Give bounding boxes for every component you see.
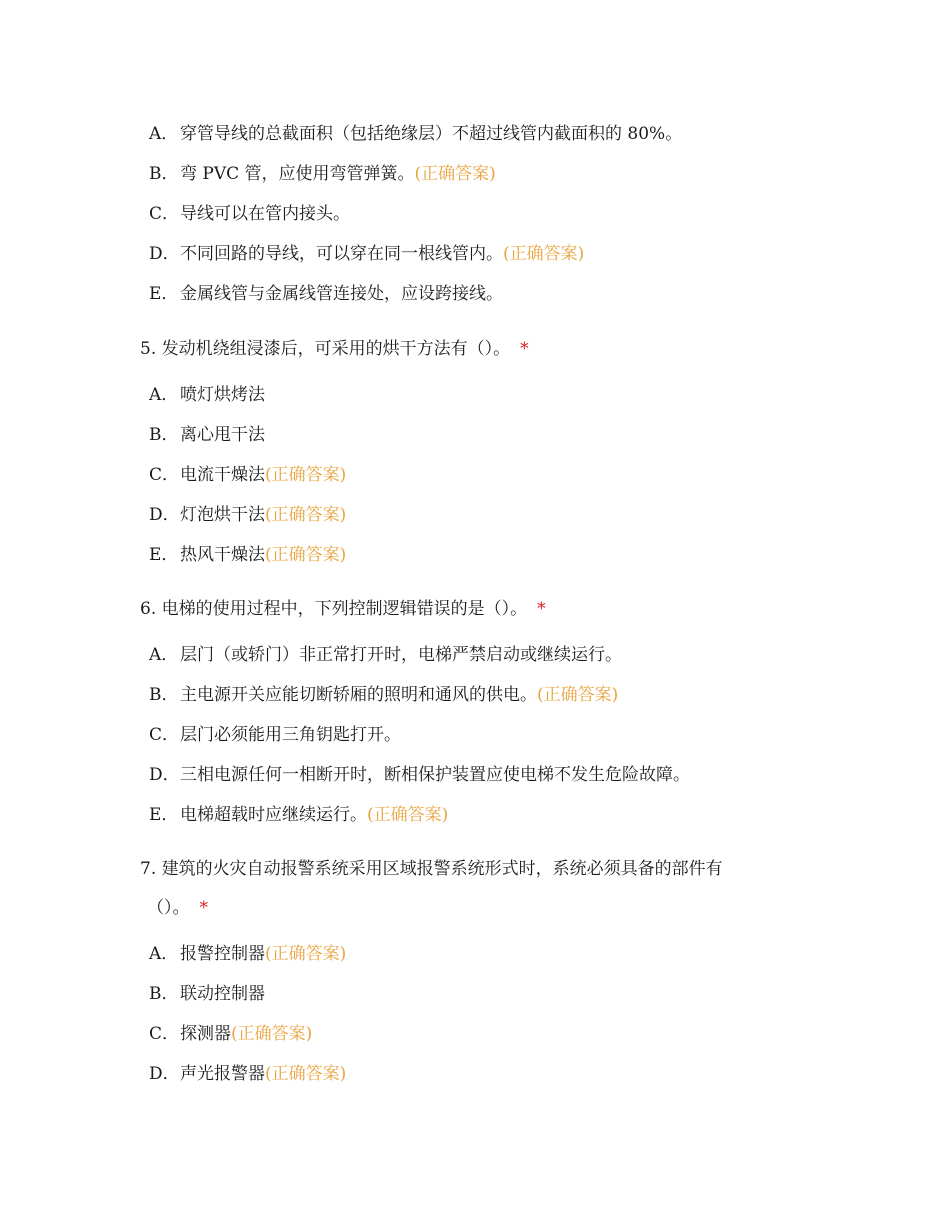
- option-text: 联动控制器: [180, 984, 265, 1004]
- question-text: 7. 建筑的火灾自动报警系统采用区域报警系统形式时，系统必须具备的部件有: [140, 859, 723, 879]
- q5-option-a: [149, 383, 265, 407]
- option-text: 灯泡烘干法: [180, 505, 265, 525]
- option-letter: D．: [149, 505, 180, 525]
- option-letter: C．: [149, 1024, 180, 1044]
- option-text: 声光报警器: [180, 1064, 265, 1084]
- option-letter: C．: [149, 204, 180, 224]
- correct-answer-tag: (正确答案): [367, 805, 449, 825]
- q5-title: [140, 337, 529, 361]
- option-letter: E．: [149, 545, 179, 565]
- required-mark: *: [520, 339, 529, 359]
- option-letter: B．: [149, 425, 179, 445]
- q4-option-d: [149, 242, 584, 266]
- option-text: 导线可以在管内接头。: [180, 204, 350, 224]
- correct-answer-tag: (正确答案): [265, 1064, 347, 1084]
- option-text: 主电源开关应能切断轿厢的照明和通风的供电。: [180, 685, 537, 705]
- option-text: 喷灯烘烤法: [180, 385, 265, 405]
- required-mark: *: [199, 898, 208, 918]
- question-text: 6. 电梯的使用过程中，下列控制逻辑错误的是（）。: [140, 599, 528, 619]
- option-text: 离心甩干法: [180, 425, 265, 445]
- option-letter: B．: [149, 984, 179, 1004]
- q7-title-line2: [147, 896, 208, 920]
- option-letter: E．: [149, 284, 179, 304]
- option-text: 热风干燥法: [180, 545, 265, 565]
- correct-answer-tag: (正确答案): [537, 685, 619, 705]
- option-letter: A．: [149, 385, 179, 405]
- q4-option-b: [149, 162, 496, 186]
- q6-option-e: [149, 803, 448, 827]
- option-text: 不同回路的导线，可以穿在同一根线管内。: [180, 244, 503, 264]
- option-letter: C．: [149, 725, 180, 745]
- option-letter: B．: [149, 685, 179, 705]
- q4-option-a: [149, 122, 682, 146]
- q6-title: [140, 597, 546, 621]
- q6-option-b: [149, 683, 618, 707]
- q7-option-c: [149, 1022, 312, 1046]
- correct-answer-tag: (正确答案): [503, 244, 585, 264]
- q5-option-c: [149, 463, 346, 487]
- option-letter: D．: [149, 1064, 180, 1084]
- q4-option-c: [149, 202, 350, 226]
- q6-option-d: [149, 763, 690, 787]
- option-text: 金属线管与金属线管连接处，应设跨接线。: [180, 284, 503, 304]
- required-mark: *: [537, 599, 546, 619]
- q7-title-line1: [140, 857, 723, 881]
- correct-answer-tag: (正确答案): [265, 545, 347, 565]
- q5-option-b: [149, 423, 265, 447]
- option-letter: A．: [149, 124, 179, 144]
- correct-answer-tag: (正确答案): [265, 944, 347, 964]
- correct-answer-tag: (正确答案): [265, 465, 347, 485]
- option-letter: A．: [149, 645, 179, 665]
- correct-answer-tag: (正确答案): [265, 505, 347, 525]
- option-text: 层门必须能用三角钥匙打开。: [180, 725, 401, 745]
- option-text: 层门（或轿门）非正常打开时，电梯严禁启动或继续运行。: [180, 645, 622, 665]
- option-letter: B．: [149, 164, 179, 184]
- option-text: 电梯超载时应继续运行。: [180, 805, 367, 825]
- option-text: 穿管导线的总截面积（包括绝缘层）不超过线管内截面积的 80%。: [180, 124, 683, 144]
- q5-option-e: [149, 543, 346, 567]
- option-letter: E．: [149, 805, 179, 825]
- option-text: 探测器: [180, 1024, 231, 1044]
- q6-option-c: [149, 723, 401, 747]
- q7-option-a: [149, 942, 346, 966]
- q5-option-d: [149, 503, 346, 527]
- q4-option-e: [149, 282, 503, 306]
- option-letter: A．: [149, 944, 179, 964]
- option-letter: C．: [149, 465, 180, 485]
- option-letter: D．: [149, 765, 180, 785]
- option-text: 三相电源任何一相断开时，断相保护装置应使电梯不发生危险故障。: [180, 765, 690, 785]
- q7-option-d: [149, 1062, 346, 1086]
- option-letter: D．: [149, 244, 180, 264]
- option-text: 电流干燥法: [180, 465, 265, 485]
- question-text: 5. 发动机绕组浸漆后，可采用的烘干方法有（）。: [140, 339, 511, 359]
- question-text-continued: （）。: [147, 898, 190, 918]
- q7-option-b: [149, 982, 265, 1006]
- option-text: 弯 PVC 管，应使用弯管弹簧。: [180, 164, 415, 184]
- option-text: 报警控制器: [180, 944, 265, 964]
- correct-answer-tag: (正确答案): [414, 164, 496, 184]
- correct-answer-tag: (正确答案): [231, 1024, 313, 1044]
- q6-option-a: [149, 643, 622, 667]
